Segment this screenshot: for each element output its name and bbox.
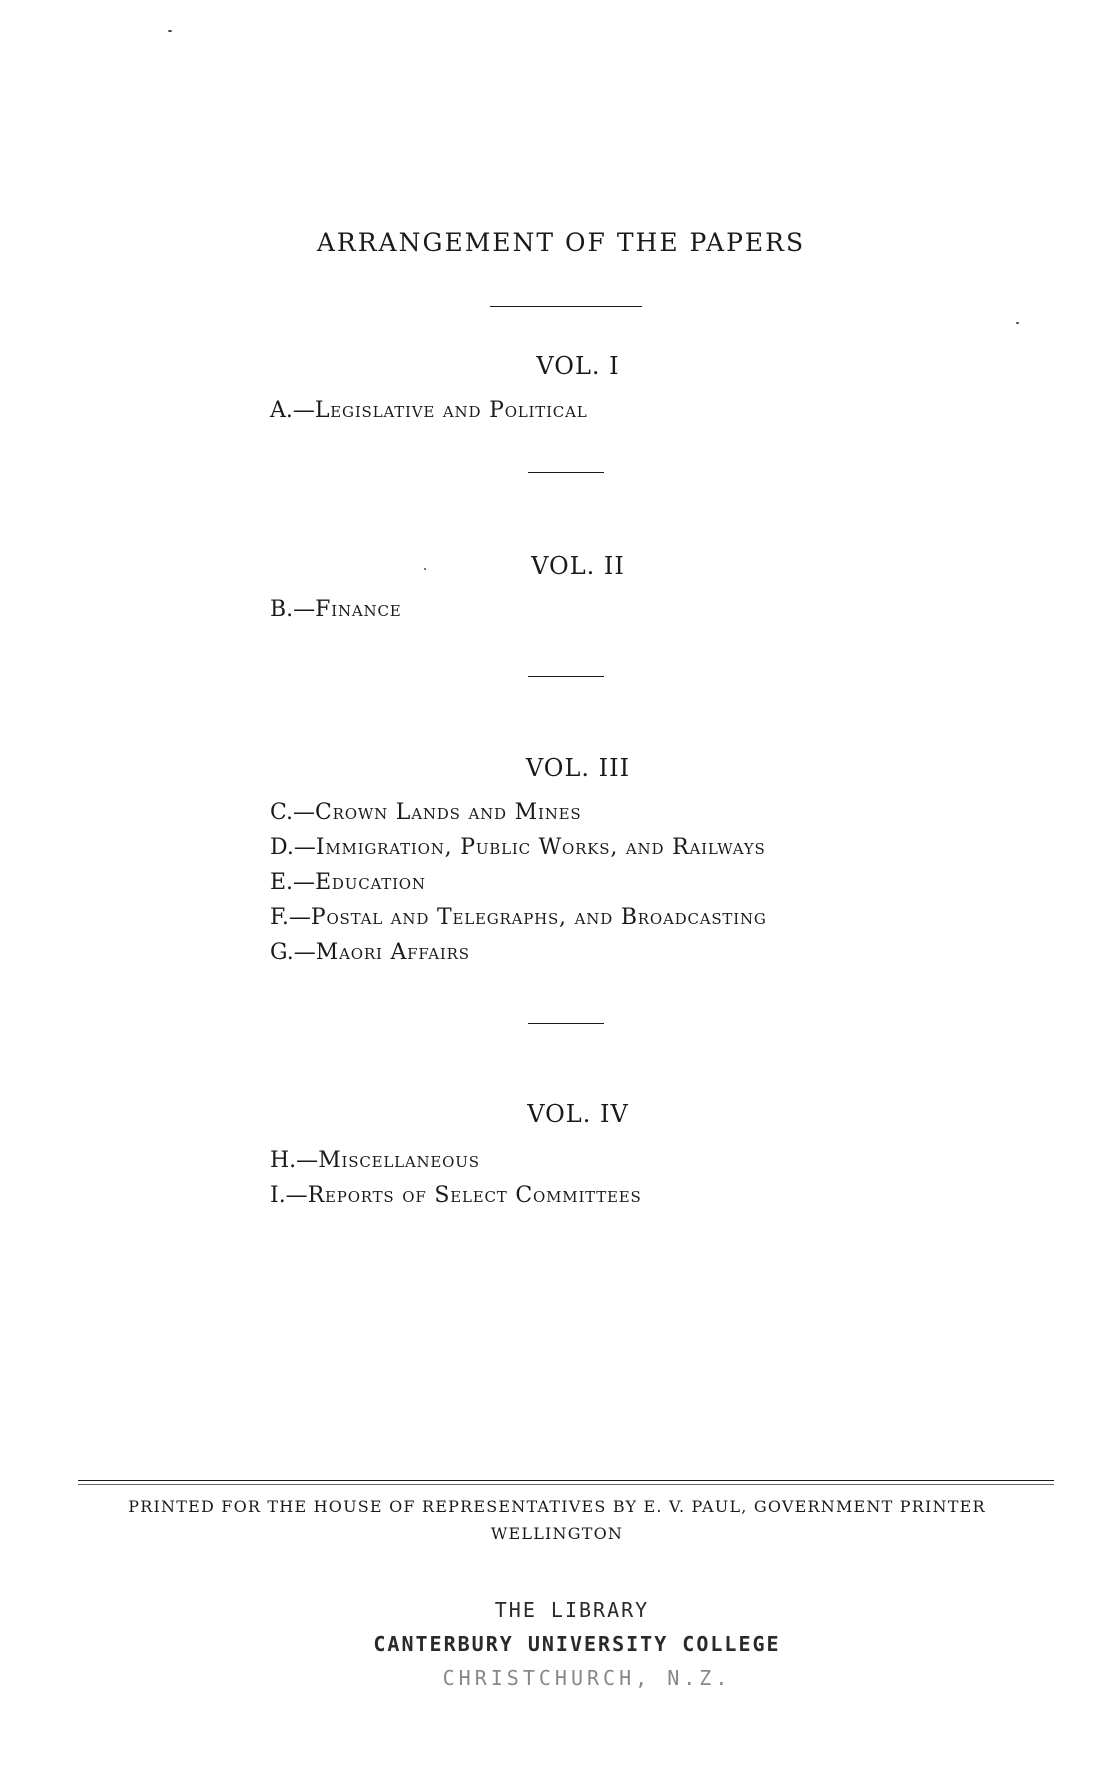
entry-letter: B.— (270, 597, 316, 622)
list-item (270, 900, 767, 935)
list-item (270, 830, 767, 865)
volume-entries (270, 795, 767, 970)
volume-heading: VOL. IV (527, 1100, 629, 1128)
entry-title: Legislative and Political (314, 398, 588, 423)
volume-heading: VOL. II (531, 552, 625, 580)
section-divider (528, 1023, 604, 1024)
library-stamp-line: CANTERBURY UNIVERSITY COLLEGE (373, 1632, 781, 1656)
library-stamp-line: CHRISTCHURCH, N.Z. (442, 1666, 732, 1690)
document-title: ARRANGEMENT OF THE PAPERS (316, 228, 806, 257)
entry-letter: G.— (270, 940, 316, 965)
entry-letter: C.— (270, 800, 316, 825)
volume-heading: VOL. III (525, 754, 631, 782)
entry-title: Crown Lands and Mines (315, 800, 582, 825)
section-divider (528, 472, 604, 473)
entry-title: Immigration, Public Works, and Railways (315, 835, 766, 860)
printer-imprint: PRINTED FOR THE HOUSE OF REPRESENTATIVES BY E. V. PAUL, GOVERNMENT PRINTER (128, 1497, 986, 1516)
library-stamp-line: THE LIBRARY (494, 1598, 650, 1622)
entry-title: Education (315, 870, 426, 895)
section-divider (528, 676, 604, 677)
section-divider (490, 306, 642, 307)
list-item (270, 795, 767, 830)
list-item (270, 393, 587, 428)
scan-speck (1016, 322, 1019, 324)
entry-title: Reports of Select Committees (307, 1183, 642, 1208)
printer-city: WELLINGTON (490, 1524, 624, 1543)
list-item (270, 1143, 642, 1178)
entry-title: Maori Affairs (315, 940, 470, 965)
entry-title: Postal and Telegraphs, and Broadcasting (310, 905, 767, 930)
entry-letter: F.— (270, 905, 311, 930)
volume-entries (270, 1143, 642, 1213)
list-item (270, 865, 767, 900)
imprint-rule (78, 1480, 1054, 1481)
entry-letter: D.— (270, 835, 316, 860)
volume-entries (270, 592, 401, 627)
list-item (270, 1178, 642, 1213)
list-item (270, 592, 401, 627)
entry-letter: H.— (270, 1148, 319, 1173)
entry-title: Miscellaneous (318, 1148, 480, 1173)
entry-letter: A.— (270, 398, 315, 423)
entry-letter: I.— (270, 1183, 308, 1208)
list-item (270, 935, 767, 970)
entry-title: Finance (315, 597, 402, 622)
imprint-rule (78, 1484, 1054, 1485)
volume-heading: VOL. I (536, 352, 620, 380)
scan-speck (168, 30, 172, 32)
volume-entries (270, 393, 587, 428)
entry-letter: E.— (270, 870, 316, 895)
